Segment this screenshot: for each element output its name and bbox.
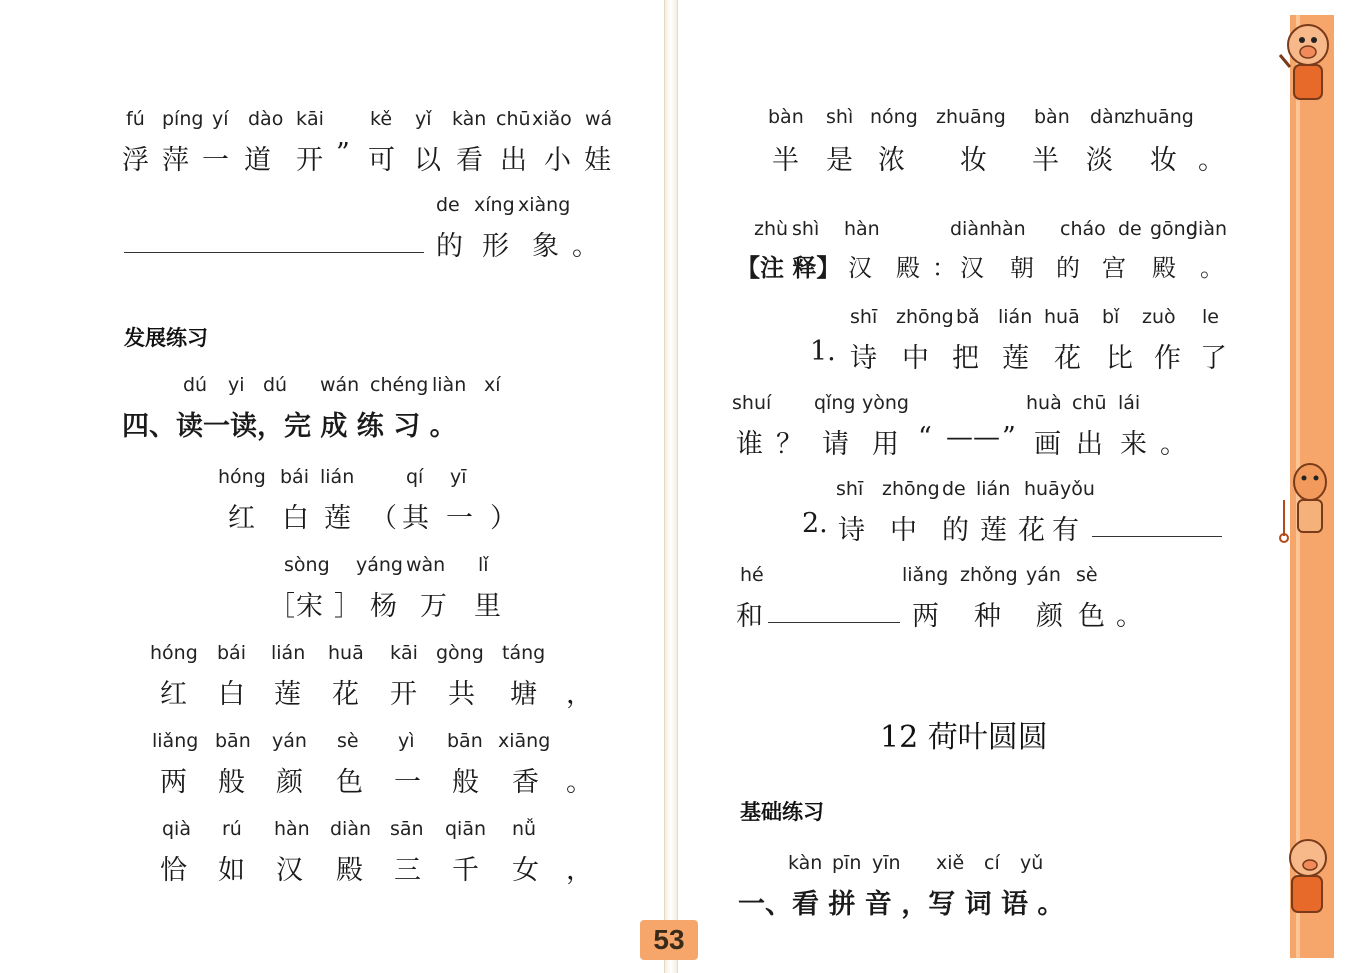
question-text: 诗 bbox=[850, 343, 877, 374]
poem-line: 莲 bbox=[274, 679, 301, 710]
pinyin: xiàng bbox=[518, 194, 571, 216]
pinyin: qiān bbox=[445, 818, 487, 840]
question-text: 的 bbox=[942, 515, 969, 546]
question-text: 种 bbox=[974, 601, 1001, 632]
poem-line: 恰 bbox=[160, 855, 187, 886]
poem-line: 香 bbox=[512, 767, 539, 798]
poem-author: 杨 bbox=[370, 591, 397, 622]
pinyin: shī bbox=[850, 306, 878, 328]
question-text: 来 bbox=[1120, 429, 1147, 460]
note-text: 。 bbox=[1200, 254, 1224, 282]
pinyin: sòng bbox=[284, 554, 330, 576]
poem-author: 宋 bbox=[296, 591, 323, 622]
pinyin: hóng bbox=[150, 642, 198, 664]
pinyin: yì bbox=[398, 730, 415, 752]
question-text: 。 bbox=[1116, 601, 1143, 632]
note-text: 殿 bbox=[1152, 254, 1176, 282]
pinyin: sān bbox=[390, 818, 424, 840]
question-text: 诗 bbox=[838, 515, 865, 546]
hanzi: ” bbox=[336, 138, 350, 169]
pinyin: lái bbox=[1118, 392, 1141, 414]
question-text: 色 bbox=[1078, 601, 1105, 632]
poem-title: 一 bbox=[446, 503, 473, 534]
question-text: —— bbox=[946, 422, 1000, 453]
pinyin: píng bbox=[162, 108, 204, 130]
poem-line: 色 bbox=[336, 767, 363, 798]
poem-line: 半 bbox=[1032, 145, 1059, 176]
pinyin: bǎ bbox=[956, 306, 980, 328]
pinyin: qí bbox=[406, 466, 424, 488]
cartoon-pig-icon bbox=[1270, 15, 1340, 105]
pinyin: huà bbox=[1026, 392, 1062, 414]
note-text: 汉 bbox=[960, 254, 984, 282]
poem-line: 共 bbox=[448, 679, 475, 710]
pinyin: yán bbox=[272, 730, 307, 752]
pinyin: bàn bbox=[768, 106, 804, 128]
hanzi: 。 bbox=[572, 231, 599, 262]
pinyin: bān bbox=[215, 730, 251, 752]
exercise-instruction: 四、读一读，完 成 练 习 。 bbox=[122, 411, 457, 442]
poem-line: 淡 bbox=[1086, 145, 1113, 176]
hanzi: 出 bbox=[500, 145, 527, 176]
pinyin: bái bbox=[217, 642, 246, 664]
pinyin: dào bbox=[248, 108, 284, 130]
pinyin: diàn bbox=[950, 218, 992, 240]
pinyin: lián bbox=[320, 466, 355, 488]
pinyin: de bbox=[1118, 218, 1142, 240]
pinyin: yīn bbox=[872, 852, 901, 874]
note-text: 朝 bbox=[1010, 254, 1034, 282]
poem-line: 般 bbox=[452, 767, 479, 798]
question-text: 把 bbox=[952, 343, 979, 374]
pinyin: xiǎo bbox=[532, 108, 572, 130]
pinyin: nóng bbox=[870, 106, 918, 128]
poem-author: 里 bbox=[474, 591, 501, 622]
book-spine bbox=[664, 0, 678, 973]
pinyin: dú bbox=[183, 374, 208, 396]
note-text: 宫 bbox=[1102, 254, 1126, 282]
question-text: ？ bbox=[776, 429, 803, 460]
pinyin: chéng bbox=[370, 374, 429, 396]
poem-line: 半 bbox=[772, 145, 799, 176]
pinyin: xíng bbox=[474, 194, 515, 216]
hanzi: 浮 bbox=[122, 145, 149, 176]
answer-blank[interactable] bbox=[1092, 534, 1222, 537]
question-text: 有 bbox=[1052, 515, 1079, 546]
pinyin: yǐ bbox=[415, 108, 432, 130]
pinyin: liǎng bbox=[152, 730, 199, 752]
pinyin: nǚ bbox=[512, 818, 537, 840]
pinyin: de bbox=[942, 478, 966, 500]
poem-title: 白 bbox=[282, 503, 309, 534]
poem-line: 一 bbox=[394, 767, 421, 798]
pinyin: pīn bbox=[832, 852, 862, 874]
poem-line: 三 bbox=[394, 855, 421, 886]
pinyin: hóng bbox=[218, 466, 266, 488]
pinyin: rú bbox=[222, 818, 242, 840]
question-text: 1. bbox=[810, 336, 836, 367]
pinyin: de bbox=[436, 194, 460, 216]
poem-line: 汉 bbox=[276, 855, 303, 886]
poem-line: 是 bbox=[826, 145, 853, 176]
poem-title: 红 bbox=[228, 503, 255, 534]
pinyin: hàn bbox=[990, 218, 1026, 240]
pinyin: wàn bbox=[406, 554, 446, 576]
pinyin: bǐ bbox=[1102, 306, 1120, 328]
poem-line: ， bbox=[566, 679, 593, 710]
question-text: 比 bbox=[1106, 343, 1133, 374]
pinyin: yáng bbox=[356, 554, 403, 576]
pinyin: hé bbox=[740, 564, 764, 586]
pinyin: hàn bbox=[844, 218, 880, 240]
question-text: 中 bbox=[902, 343, 929, 374]
pinyin: zhōng bbox=[882, 478, 940, 500]
poem-line: 殿 bbox=[336, 855, 363, 886]
right-page bbox=[680, 0, 1350, 973]
pinyin: diàn bbox=[1186, 218, 1228, 240]
pinyin: cí bbox=[984, 852, 1000, 874]
poem-line: 白 bbox=[218, 679, 245, 710]
poem-title: 莲 bbox=[324, 503, 351, 534]
pinyin: gōng bbox=[1150, 218, 1198, 240]
pinyin: bàn bbox=[1034, 106, 1070, 128]
poem-line: ， bbox=[566, 855, 593, 886]
question-text: 了 bbox=[1200, 343, 1227, 374]
pinyin: lián bbox=[998, 306, 1033, 328]
poem-title: ） bbox=[490, 503, 517, 534]
pinyin: qǐng bbox=[814, 392, 856, 414]
note-text: 的 bbox=[1056, 254, 1080, 282]
hanzi: 可 bbox=[368, 145, 395, 176]
poem-line: 般 bbox=[218, 767, 245, 798]
pinyin: kě bbox=[370, 108, 393, 130]
note-text: ： bbox=[932, 254, 956, 282]
poem-author: ［ bbox=[268, 591, 295, 622]
pinyin: shì bbox=[792, 218, 820, 240]
poem-author: 万 bbox=[420, 591, 447, 622]
pinyin: zhuāng bbox=[1124, 106, 1194, 128]
pinyin: shì bbox=[826, 106, 854, 128]
question-text: 用 bbox=[872, 429, 899, 460]
page-number: 53 bbox=[640, 920, 698, 960]
pinyin: bān bbox=[447, 730, 483, 752]
question-text: 画 bbox=[1034, 429, 1061, 460]
section-title: 基础练习 bbox=[740, 800, 824, 824]
pinyin: gòng bbox=[436, 642, 484, 664]
pinyin: yí bbox=[212, 108, 229, 130]
pinyin: chū bbox=[1072, 392, 1107, 414]
pinyin: wán bbox=[320, 374, 360, 396]
cartoon-wolf-icon bbox=[1270, 460, 1340, 550]
poem-line: 妆 bbox=[1150, 145, 1177, 176]
poem-line: 女 bbox=[512, 855, 539, 886]
poem-line: 颜 bbox=[276, 767, 303, 798]
question-text: “ bbox=[918, 422, 932, 453]
hanzi: 娃 bbox=[584, 145, 611, 176]
poem-author: ］ bbox=[334, 591, 361, 622]
left-page bbox=[0, 0, 665, 973]
pinyin: kāi bbox=[390, 642, 418, 664]
pinyin: yòng bbox=[862, 392, 909, 414]
question-text: 谁 bbox=[736, 429, 763, 460]
poem-line: 两 bbox=[160, 767, 187, 798]
pinyin: liǎng bbox=[902, 564, 949, 586]
question-text: 花 bbox=[1018, 515, 1045, 546]
question-text: 出 bbox=[1076, 429, 1103, 460]
question-text: 请 bbox=[822, 429, 849, 460]
cartoon-pig-icon bbox=[1270, 830, 1340, 920]
question-text: 莲 bbox=[980, 515, 1007, 546]
hanzi: 开 bbox=[296, 145, 323, 176]
poem-title: （ bbox=[370, 503, 397, 534]
pinyin: zhǒng bbox=[960, 564, 1018, 586]
pinyin: fú bbox=[126, 108, 145, 130]
hanzi: 以 bbox=[414, 145, 441, 176]
note-label: 【注 释】 bbox=[736, 254, 841, 282]
pinyin: bái bbox=[280, 466, 309, 488]
pinyin: yi bbox=[228, 374, 245, 396]
pinyin: kàn bbox=[788, 852, 823, 874]
pinyin: chū bbox=[496, 108, 531, 130]
exercise-instruction: 一、看 拼 音 ，写 词 语 。 bbox=[738, 889, 1065, 920]
pinyin: lián bbox=[976, 478, 1011, 500]
pinyin: liàn bbox=[432, 374, 467, 396]
pinyin: kāi bbox=[296, 108, 324, 130]
pinyin: sè bbox=[1076, 564, 1098, 586]
pinyin: diàn bbox=[330, 818, 372, 840]
pinyin: yī bbox=[450, 466, 467, 488]
poem-line: 开 bbox=[390, 679, 417, 710]
poem-title: 其 bbox=[402, 503, 429, 534]
question-text: 莲 bbox=[1002, 343, 1029, 374]
poem-line: 千 bbox=[452, 855, 479, 886]
poem-line: 。 bbox=[1198, 145, 1225, 176]
hanzi: 一 bbox=[202, 145, 229, 176]
question-text: 中 bbox=[890, 515, 917, 546]
pinyin: wá bbox=[585, 108, 613, 130]
pinyin: dú bbox=[263, 374, 288, 396]
pinyin: yán bbox=[1026, 564, 1061, 586]
question-text: 花 bbox=[1054, 343, 1081, 374]
question-text: 两 bbox=[912, 601, 939, 632]
pinyin: yǔ bbox=[1020, 852, 1044, 874]
pinyin: xiāng bbox=[498, 730, 551, 752]
pinyin: zhuāng bbox=[936, 106, 1006, 128]
pinyin: kàn bbox=[452, 108, 487, 130]
pinyin: shī bbox=[836, 478, 864, 500]
pinyin: zuò bbox=[1142, 306, 1176, 328]
hanzi: 看 bbox=[456, 145, 483, 176]
poem-line: 妆 bbox=[960, 145, 987, 176]
pinyin: lián bbox=[271, 642, 306, 664]
poem-line: 浓 bbox=[878, 145, 905, 176]
section-title: 发展练习 bbox=[124, 326, 208, 350]
pinyin: shuí bbox=[732, 392, 772, 414]
question-text: 颜 bbox=[1036, 601, 1063, 632]
poem-line: 花 bbox=[332, 679, 359, 710]
pinyin: huā bbox=[328, 642, 364, 664]
poem-line: 红 bbox=[160, 679, 187, 710]
pinyin: cháo bbox=[1060, 218, 1106, 240]
question-text: 。 bbox=[1160, 429, 1187, 460]
pinyin: le bbox=[1202, 306, 1219, 328]
lesson-title: 12 荷叶圆圆 bbox=[880, 720, 1048, 755]
hanzi: 象 bbox=[532, 231, 559, 262]
pinyin: lǐ bbox=[478, 554, 489, 576]
pinyin: huā bbox=[1024, 478, 1060, 500]
pinyin: xiě bbox=[936, 852, 965, 874]
answer-blank[interactable] bbox=[768, 620, 900, 623]
poem-line: 如 bbox=[218, 855, 245, 886]
pinyin: sè bbox=[337, 730, 359, 752]
poem-line: 。 bbox=[566, 767, 593, 798]
pinyin: zhōng bbox=[896, 306, 954, 328]
answer-blank[interactable] bbox=[124, 250, 424, 253]
hanzi: 形 bbox=[482, 231, 509, 262]
hanzi: 的 bbox=[436, 231, 463, 262]
pinyin: huā bbox=[1044, 306, 1080, 328]
pinyin: táng bbox=[502, 642, 546, 664]
pinyin: zhù bbox=[754, 218, 789, 240]
note-text: 殿 bbox=[896, 254, 920, 282]
hanzi: 小 bbox=[544, 145, 571, 176]
pinyin: qià bbox=[162, 818, 191, 840]
hanzi: 道 bbox=[244, 145, 271, 176]
pinyin: hàn bbox=[274, 818, 310, 840]
question-text: 作 bbox=[1154, 343, 1181, 374]
question-text: ” bbox=[1002, 422, 1016, 453]
question-text: 2. bbox=[802, 508, 828, 539]
poem-line: 塘 bbox=[510, 679, 537, 710]
hanzi: 萍 bbox=[162, 145, 189, 176]
pinyin: dàn bbox=[1090, 106, 1126, 128]
question-text: 和 bbox=[736, 601, 763, 632]
pinyin: xí bbox=[484, 374, 501, 396]
pinyin: yǒu bbox=[1060, 478, 1095, 500]
note-text: 汉 bbox=[848, 254, 872, 282]
